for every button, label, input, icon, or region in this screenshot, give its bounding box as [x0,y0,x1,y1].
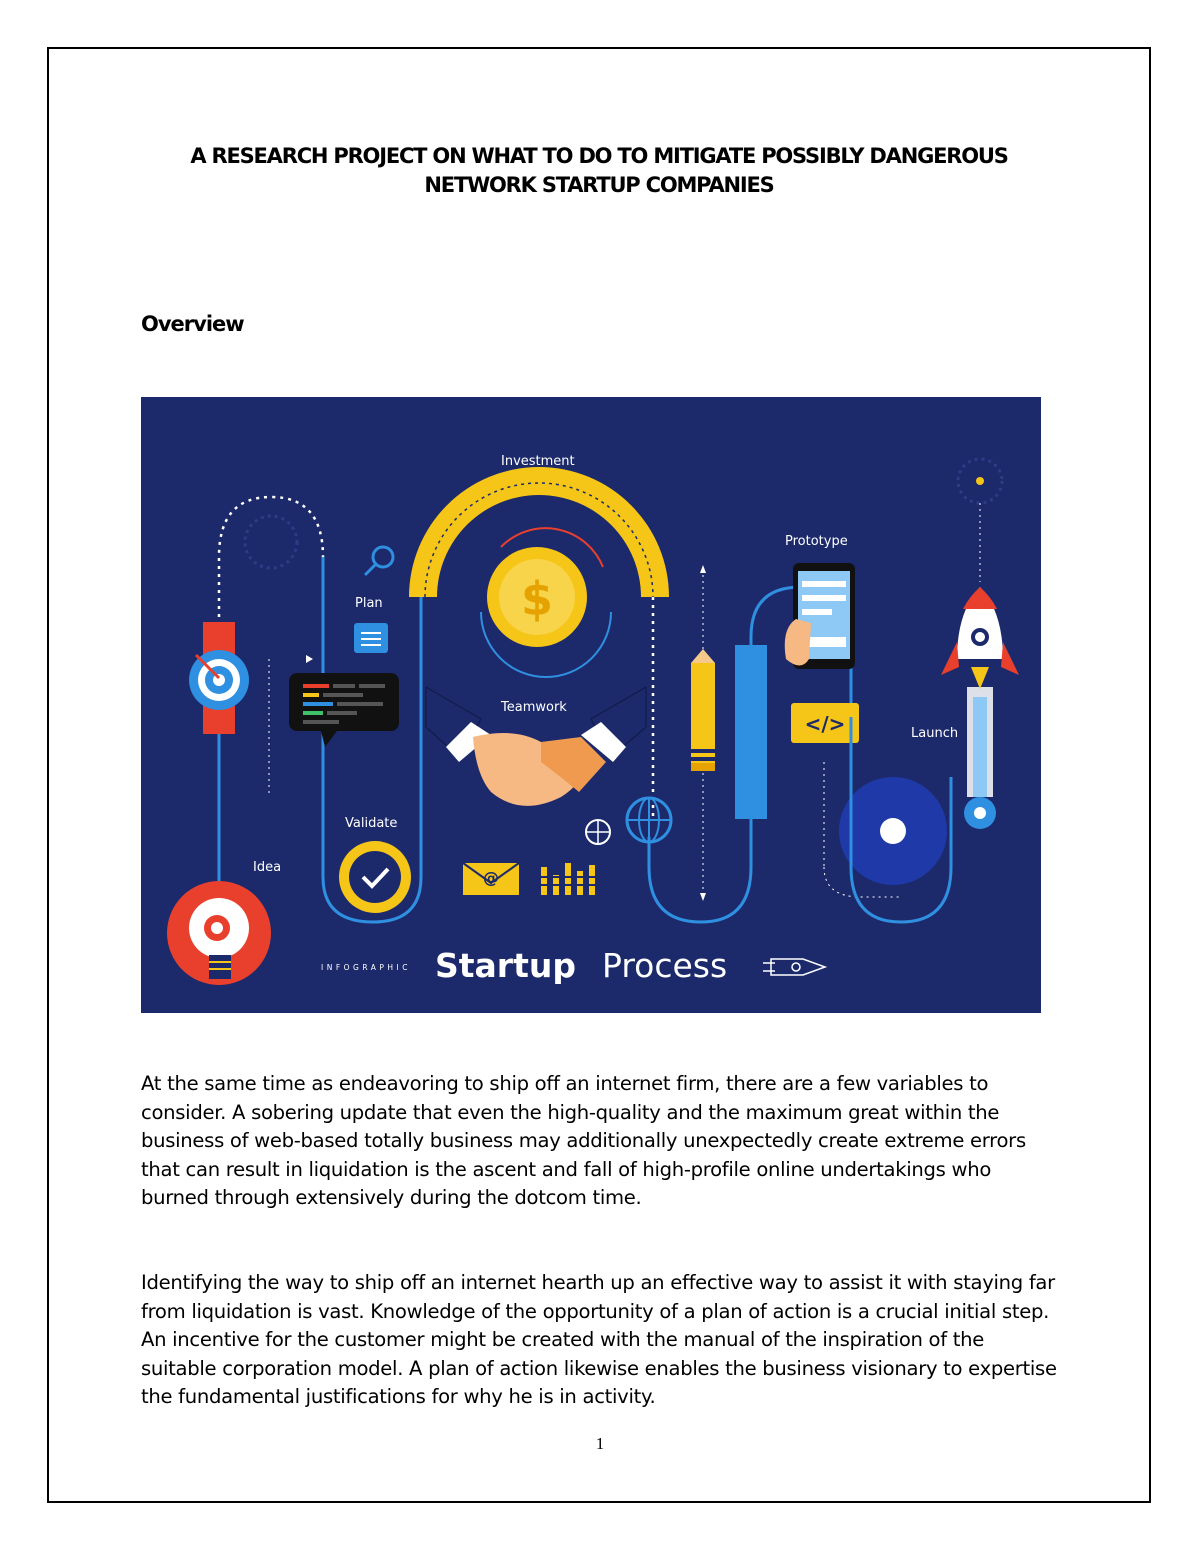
checkmark-badge-icon [339,841,411,913]
globe-icon-large [627,798,671,842]
code-tag-icon [791,703,859,743]
email-icon [463,863,519,895]
location-pin-icon [964,797,996,829]
title-line-1: A RESEARCH PROJECT ON WHAT TO DO TO MITIGATE POSSIBLY DANGEROUS [190,144,1008,168]
label-launch: Launch [911,726,959,741]
target-icon [189,650,249,710]
smartphone-icon [785,563,855,669]
title-line-2: NETWORK STARTUP COMPANIES [424,173,774,197]
code-symbol: </> [804,712,846,736]
startup-process-infographic [141,397,1041,1013]
caption-infographic: INFOGRAPHIC [321,963,412,972]
pencil-icon [691,649,715,771]
globe-icon [586,820,610,844]
dollar-sign: $ [520,572,554,626]
label-teamwork: Teamwork [501,700,567,715]
page-number: 1 [595,1434,605,1453]
label-plan: Plan [355,596,383,611]
document-title [140,142,1058,200]
label-investment: Investment [501,454,575,469]
label-idea: Idea [253,860,282,875]
caption-startup: Startup [435,946,576,985]
caption-process: Process [602,946,728,985]
launch-pad-circle [839,777,947,885]
label-validate: Validate [345,816,398,831]
clipboard-icon [354,623,388,653]
section-heading-overview: Overview [141,312,244,336]
dollar-coin-icon [487,547,587,647]
at-sign: @ [483,868,499,887]
paragraph-1: At the same time as endeavoring to ship off an internet firm, there are a few variables to consider. A sobering update that even the high-quality and the maximum great within the business of web-based totally business may additionally unexpectedly create extreme errors that can result in liquidation is the ascent and fall of high-profile online undertakings who burned through extensively during the dotcom time. [141,1072,1026,1210]
paragraph-2: Identifying the way to ship off an internet hearth up an effective way to assist it with staying far from liquidation is vast. Knowledge of the opportunity of a plan of action is a crucial initial step. An incentive for the customer might be created with the manual of the inspiration of the suitable corporation model. A plan of action likewise enables the business visionary to expertise the fundamental justifications for why he is in activity. [141,1271,1057,1409]
ruler-icon [735,645,767,819]
lightbulb-icon [167,881,271,985]
label-prototype: Prototype [785,534,848,549]
